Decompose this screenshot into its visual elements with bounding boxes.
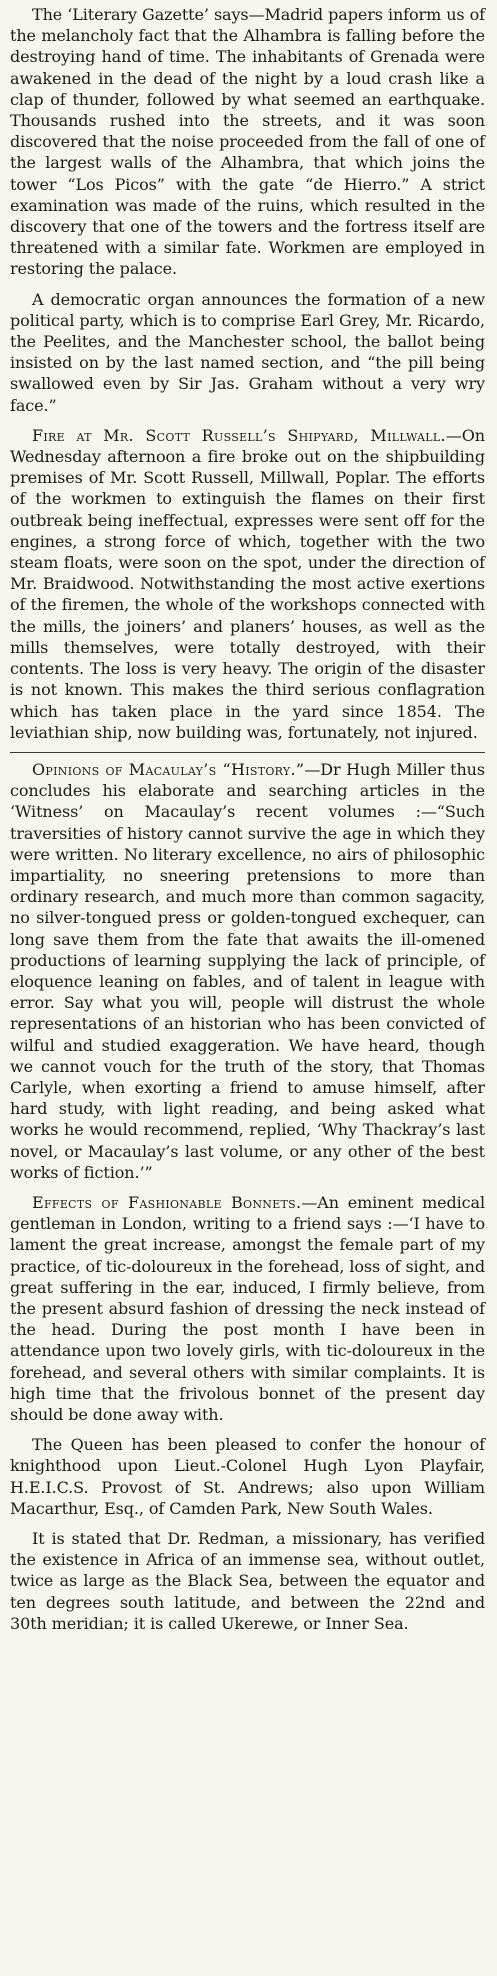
article-knighthood: [10, 1434, 485, 1519]
article-body: —An eminent medical gentleman in London, writing to a friend says :—‘I have to lament the great increase, amongst the female part of my practice, of tic-doloureux in the forehead, loss of sight, and great suffering in the ear, induced, I firmly believe, from the present absurd fashion of dressing the neck instead of the head. During the post month I have been in attendance upon two lovely girls, with tic-doloureux in the forehead, and several others with similar complaints. It is high time that the frivolous bonnet of the present day should be done away with.: [10, 1192, 486, 1424]
column-divider: [10, 752, 485, 753]
article-fashionable-bonnets: [10, 1192, 485, 1425]
article-african-sea: [10, 1528, 485, 1634]
article-body: A democratic organ announces the formation of a new political party, which is to comprise Earl Grey, Mr. Ricardo, the Peelites, and the Manchester school, the ballot being insisted on by the last named section, and “the pill being swallowed even by Sir Jas. Graham without a very wry face.”: [10, 289, 485, 415]
article-body: —Dr Hugh Miller thus concludes his elaborate and searching articles in the ‘Witness’ on Macaulay’s recent volumes :—“Such traversities of history cannot survive the age in which they were written. No literary excellence, no airs of philosophic impartiality, no sneering pretensions to more than ordinary research, and much more than common sagacity, no silver-tongued press or golden-tongued exchequer, can long save them from the fate that awaits the ill-omened productions of learning supplying the lack of principle, of eloquence leaning on fables, and of talent in league with error. Say what you will, people will distrust the whole representations of an historian who has been convicted of wilful and studied exaggeration. We have heard, though we cannot vouch for the truth of the story, that Thomas Carlyle, when exorting a friend to amuse himself, after hard study, with light reading, and being asked what works he would recommend, replied, ‘Why Thackray’s last novel, or Macaulay’s last volume, or any other of the best works of fiction.’”: [10, 759, 485, 1182]
article-headline: Opinions of Macaulay’s “History.”: [32, 759, 305, 779]
article-new-party: [10, 289, 485, 416]
article-body: —On Wednesday afternoon a fire broke out on the shipbuilding premises of Mr. Scott Russell, Millwall, Poplar. The efforts of the workmen to extinguish the flames on their first outbreak being ineffectual, expresses were sent off for the engines, a strong force of which, together with the two steam floats, were soon on the spot, under the direction of Mr. Braidwood. Notwithstanding the most active exertions of the firemen, the whole of the workshops connected with the mills, the joiners’ and planers’ houses, as well as the mills themselves, were totally destroyed, with their contents. The loss is very heavy. The origin of the disaster is not known. This makes the third serious conflagration which has taken place in the yard since 1854. The leviathian ship, now building was, fortunately, not injured.: [10, 425, 485, 742]
article-macaulay-history: [10, 759, 485, 1183]
article-body: It is stated that Dr. Redman, a missionary, has verified the existence in Africa of an immense sea, without outlet, twice as large as the Black Sea, between the equator and ten degrees south latitude, and between the 22nd and 30th meridian; it is called Ukerewe, or Inner Sea.: [10, 1529, 485, 1633]
article-alhambra: [10, 4, 485, 280]
article-body: The ‘Literary Gazette’ says—Madrid papers inform us of the melancholy fact that the Alhambra is falling before the destroying hand of time. The inhabitants of Grenada were awakened in the dead of the night by a loud crash like a clap of thunder, followed by what seemed an earthquake. Thousands rushed into the streets, and it was soon discovered that the noise proceeded from the fall of one of the largest walls of the Alhambra, that which joins the tower “Los Picos” with the gate “de Hierro.” A strict examination was made of the ruins, which resulted in the discovery that one of the towers and the fortress itself are threatened with a similar fate. Workmen are employed in restoring the palace.: [10, 5, 485, 279]
article-shipyard-fire: [10, 425, 485, 743]
article-headline: Fire at Mr. Scott Russell’s Shipyard, Millwall.: [32, 425, 446, 445]
article-headline: Effects of Fashionable Bonnets.: [32, 1192, 302, 1212]
article-body: The Queen has been pleased to confer the honour of knighthood upon Lieut.-Colonel Hugh Lyon Playfair, H.E.I.C.S. Provost of St. Andrews; also upon William Macarthur, Esq., of Camden Park, New South Wales.: [10, 1435, 485, 1518]
